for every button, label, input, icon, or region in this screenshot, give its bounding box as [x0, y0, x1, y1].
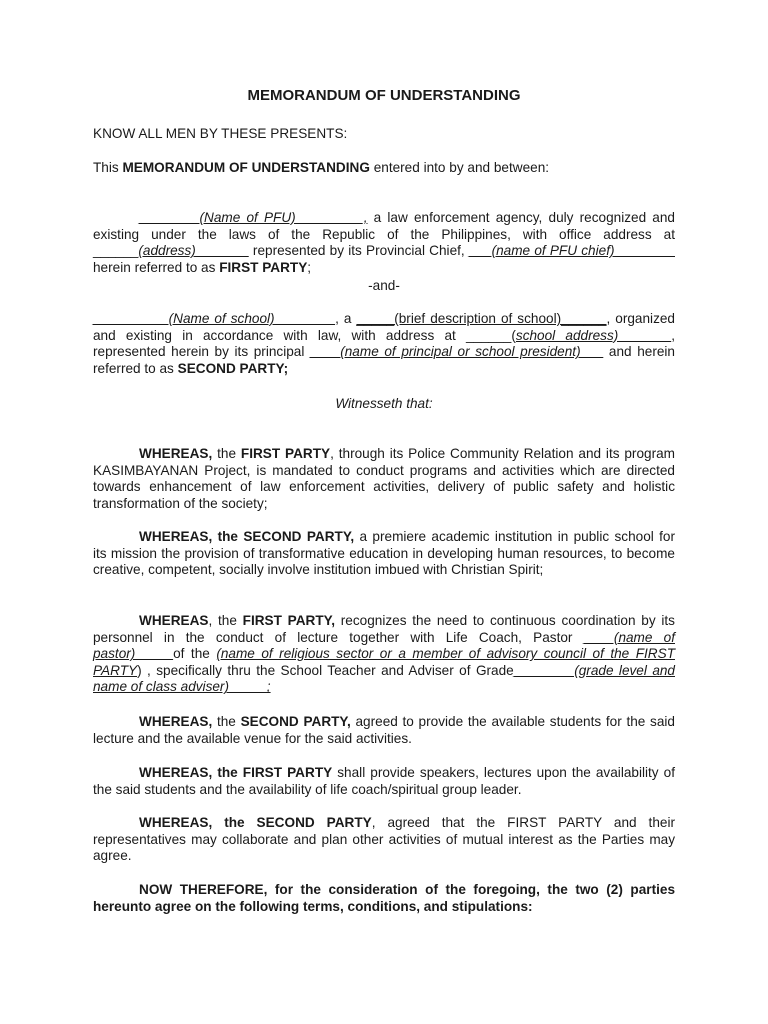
- whereas-1-text-1: the: [212, 446, 241, 461]
- whereas-6-text-1: , agreed that the FIRST PARTY and their representatives may collaborate and plan other activities of mutual interest as the Parties may agree.: [93, 815, 675, 864]
- whereas-3-text-2: recognizes the need to continuous coordination by its personnel in the conduct of lecture together with Life Coach, Pastor: [93, 613, 675, 645]
- intro-bold: MEMORANDUM OF UNDERSTANDING: [122, 160, 370, 175]
- witnesseth-line: Witnesseth that:: [335, 396, 433, 411]
- whereas-3-paragraph: [93, 613, 675, 696]
- whereas-1-text-2: , through its Police Community Relation and its program KASIMBAYANAN Project, is mandated to conduct programs and activities which are directed towards enhancement of law enforcement activities, delivery of public safety and holistic transformation of the society;: [93, 446, 675, 511]
- pfu-chief-blank: ___(name of PFU chief)________: [468, 243, 675, 259]
- school-name-blank: __________(Name of school)________: [93, 311, 336, 326]
- whereas-4-lead: WHEREAS,: [139, 714, 213, 729]
- whereas-6-paragraph: [93, 815, 675, 865]
- whereas-2-paragraph: [93, 529, 675, 579]
- pfu-address-blank: (address)_______: [138, 243, 249, 259]
- whereas-4-party: SECOND PARTY,: [240, 714, 351, 729]
- whereas-1-lead: WHEREAS,: [139, 446, 213, 461]
- document-title: MEMORANDUM OF UNDERSTANDING: [247, 87, 521, 104]
- first-party-text-1: a law enforcement agency, duly recognized and existing under the laws of the Republic of the Philippines, with office address at ______: [93, 210, 675, 259]
- second-party-paragraph: [93, 311, 675, 377]
- know-all-heading: KNOW ALL MEN BY THESE PRESENTS:: [93, 126, 348, 141]
- whereas-5-paragraph: [93, 765, 675, 798]
- intro-post: entered into by and between:: [369, 160, 550, 175]
- whereas-5-text-1: shall provide speakers, lectures upon the availability of the said students and the availability of life coach/spiritual group leader.: [93, 765, 675, 797]
- whereas-3-text-1: , the: [208, 613, 243, 628]
- whereas-1-party: FIRST PARTY: [240, 446, 331, 461]
- whereas-3-text-3: of the: [173, 646, 217, 662]
- and-separator: -and-: [368, 278, 400, 293]
- whereas-4-text-2: agreed to provide the available students for the said lecture and the available venue for the said activities.: [93, 714, 675, 746]
- intro-paragraph: [93, 160, 675, 177]
- whereas-3-party: FIRST PARTY,: [242, 613, 336, 628]
- whereas-3-text-4: ) , specifically thru the School Teacher and Adviser of Grade: [137, 662, 514, 678]
- first-party-text-2: represented by its Provincial Chief,: [248, 243, 469, 259]
- second-party-role: SECOND PARTY;: [177, 360, 289, 376]
- school-description-blank: _____(brief description of school)______: [356, 311, 607, 326]
- first-party-paragraph: [93, 210, 675, 276]
- whereas-6-lead: WHEREAS, the SECOND PARTY: [139, 815, 372, 830]
- first-party-role: FIRST PARTY: [219, 259, 308, 275]
- whereas-5-lead: WHEREAS, the FIRST PARTY: [139, 765, 333, 780]
- whereas-4-paragraph: [93, 714, 675, 747]
- religious-sector-blank: (name of religious sector or a member of advisory council of the FIRST PARTY: [93, 646, 675, 678]
- whereas-2-text-1: a premiere academic institution in public school for its mission the provision of transformative education in developing human resources, to become creative, competent, socially involve institution imbued with Christian Spirit;: [93, 529, 675, 578]
- pastor-name-blank: ____(name of pastor)_____: [93, 629, 675, 662]
- whereas-2-lead: WHEREAS, the SECOND PARTY,: [139, 529, 355, 544]
- first-party-text-3: herein referred to as: [93, 259, 220, 275]
- second-party-text-2: , organized and existing in accordance with law, with address at ______(: [93, 311, 675, 343]
- first-party-text-4: ;: [307, 259, 312, 275]
- whereas-1-paragraph: [93, 446, 675, 512]
- second-party-text-3: , represented herein by its principal: [93, 327, 675, 360]
- now-therefore-paragraph: NOW THEREFORE, for the consideration of the foregoing, the two (2) parties hereunto agree on the following terms, conditions, and stipulations:: [93, 882, 675, 914]
- second-party-text-1: , a: [335, 311, 357, 326]
- intro-pre: This: [93, 160, 123, 175]
- pfu-name-blank: ________(Name of PFU)_________,: [139, 210, 368, 225]
- second-party-text-4: and herein referred to as: [93, 344, 675, 376]
- principal-name-blank: ____(name of principal or school president)___: [309, 344, 604, 360]
- whereas-3-lead: WHEREAS: [139, 613, 209, 628]
- school-address-blank: school address)_______: [515, 327, 672, 343]
- grade-adviser-blank: ________(grade level and name of class adviser)_____;: [93, 662, 675, 695]
- whereas-4-text-1: the: [212, 714, 241, 729]
